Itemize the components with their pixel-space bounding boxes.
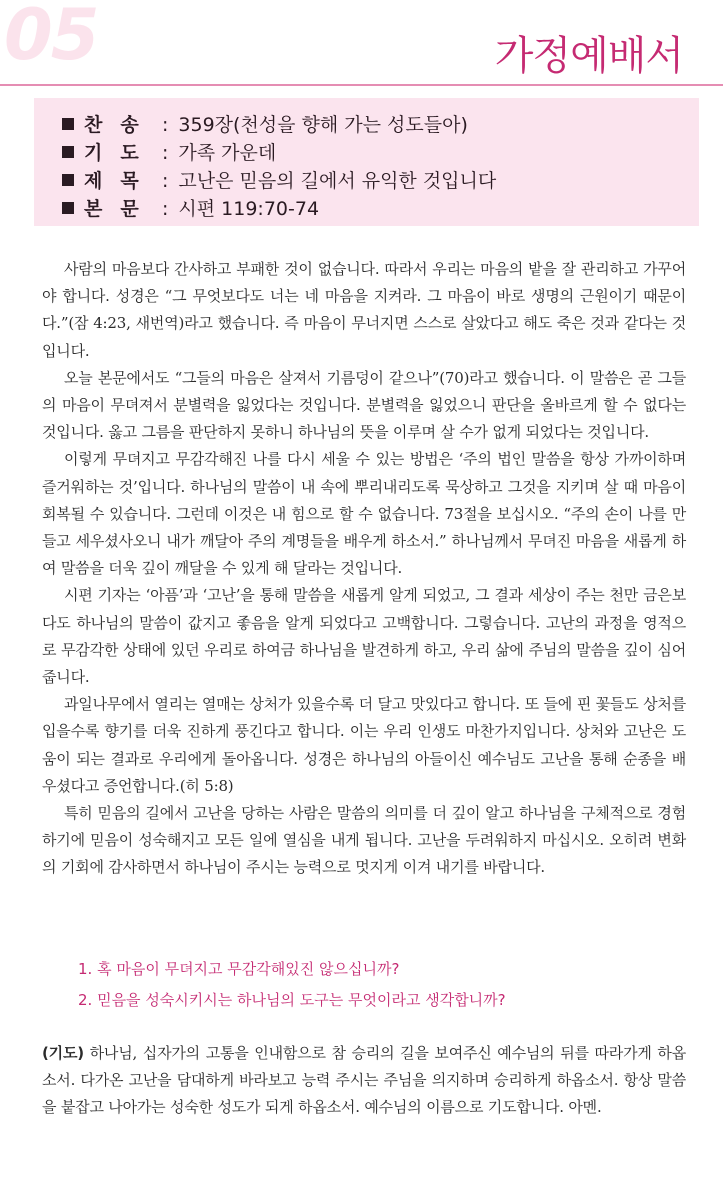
prayer-text: 하나님, 십자가의 고통을 인내함으로 참 승리의 길을 보여주신 예수님의 뒤를 따라가게 하옵소서. 다가온 고난을 담대하게 바라보고 능력 주시는 주님을 의지하며 승리하게 하옵소서. 항상 말씀을 붙잡고 나아가는 성숙한 성도가 되게 하옵소서. 예수님의 이름으로 기도합니다. 아멘. (42, 1044, 686, 1117)
info-label: 찬송 (84, 114, 157, 136)
worship-info-box (34, 98, 699, 226)
body-paragraph: 사람의 마음보다 간사하고 부패한 것이 없습니다. 따라서 우리는 마음의 밭을 잘 관리하고 가꾸어야 합니다. 성경은 “그 무엇보다도 너는 네 마음을 지켜라. 그 마음이 바로 생명의 근원이기 때문이다.”(잠 4:23, 새번역)라고 했습니다. 즉 마음이 무너지면 스스로 살았다고 해도 죽은 것과 같다는 것입니다. (42, 260, 686, 360)
question-item: 2. 믿음을 성숙시키시는 하나님의 도구는 무엇이라고 생각합니까? (78, 991, 506, 1009)
info-row-scripture: 본문 : 시편 119:70-74 (62, 194, 319, 221)
sermon-body (42, 256, 686, 882)
page-title: 가정예배서 (494, 33, 683, 79)
question-item: 1. 혹 마음이 무뎌지고 무감각해있진 않으십니까? (78, 960, 400, 978)
body-paragraph: 오늘 본문에서도 “그들의 마음은 살져서 기름덩이 같으나”(70)라고 했습니다. 이 말씀은 곧 그들의 마음이 무뎌져서 분별력을 잃었다는 것입니다. 분별력을 잃었으니 판단을 올바르게 할 수 없다는 것입니다. 옳고 그름을 판단하지 못하니 하나님의 뜻을 이루며 살 수가 없게 되었다는 것입니다. (42, 368, 686, 442)
info-value: 고난은 믿음의 길에서 유익한 것입니다 (178, 170, 497, 192)
square-bullet-icon (62, 202, 74, 214)
info-label: 본문 (84, 198, 157, 220)
info-row-hymn: 찬송 : 359장(천성을 향해 가는 성도들아) (62, 110, 468, 137)
reflection-questions (78, 954, 506, 1016)
square-bullet-icon (62, 174, 74, 186)
info-row-title: 제목 : 고난은 믿음의 길에서 유익한 것입니다 (62, 166, 496, 193)
page-number: 05 (4, 0, 98, 76)
square-bullet-icon (62, 146, 74, 158)
info-label: 제목 (84, 170, 157, 192)
info-row-prayer: 기도 : 가족 가운데 (62, 138, 276, 165)
body-paragraph: 이렇게 무뎌지고 무감각해진 나를 다시 세울 수 있는 방법은 ‘주의 법인 말씀을 항상 가까이하며 즐거워하는 것’입니다. 하나님의 말씀이 내 속에 뿌리내리도록 묵상하고 그것을 지키며 살 때 마음이 회복될 수 있습니다. 그런데 이것은 내 힘으로 할 수 없습니다. 73절을 보십시오. “주의 손이 나를 만들고 세우셨사오니 내가 깨달아 주의 계명들을 배우게 하소서.” 하나님께서 무뎌진 마음을 새롭게 하여 말씀을 더욱 깊이 깨달을 수 있게 해 달라는 것입니다. (42, 450, 686, 578)
info-label: 기도 (84, 142, 157, 164)
body-paragraph: 시편 기자는 ‘아픔’과 ‘고난’을 통해 말씀을 새롭게 알게 되었고, 그 결과 세상이 주는 천만 금은보다도 하나님의 말씀이 값지고 좋음을 알게 되었다고 고백합니다. 그렇습니다. 고난의 과정을 영적으로 무감각한 상태에 있던 우리로 하여금 하나님을 발견하게 하고, 우리 삶에 주님의 말씀을 깊이 심어 줍니다. (42, 586, 686, 687)
square-bullet-icon (62, 118, 74, 130)
info-value: 359장(천성을 향해 가는 성도들아) (178, 114, 468, 136)
prayer-label: (기도) (42, 1044, 84, 1062)
header-divider (0, 84, 723, 86)
body-paragraph: 특히 믿음의 길에서 고난을 당하는 사람은 말씀의 의미를 더 깊이 알고 하나님을 구체적으로 경험하기에 믿음이 성숙해지고 모든 일에 열심을 내게 됩니다. 고난을 두려워하지 마십시오. 오히려 변화의 기회에 감사하면서 하나님이 주시는 능력으로 멋지게 이겨 내기를 바랍니다. (42, 804, 686, 877)
closing-prayer (42, 1040, 686, 1122)
info-value: 시편 119:70-74 (178, 198, 320, 220)
body-paragraph: 과일나무에서 열리는 열매는 상처가 있을수록 더 달고 맛있다고 합니다. 또 들에 핀 꽃들도 상처를 입을수록 향기를 더욱 진하게 풍긴다고 합니다. 이는 우리 인생도 마찬가지입니다. 상처와 고난은 도움이 되는 결과로 우리에게 돌아옵니다. 성경은 하나님의 아들이신 예수님도 고난을 통해 순종을 배우셨다고 증언합니다.(히 5:8) (42, 695, 686, 795)
info-value: 가족 가운데 (178, 142, 277, 164)
